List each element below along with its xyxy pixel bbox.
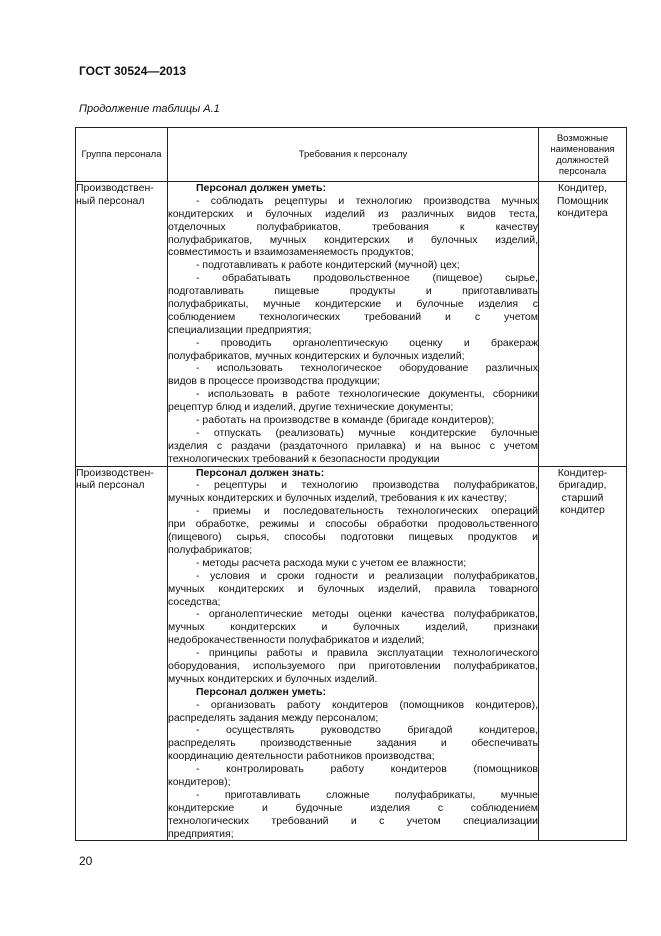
table-row: [76, 182, 627, 467]
requirement-line: - соблюдать рецептуры и технологию производства мучных: [196, 194, 538, 207]
requirement-line: - подготавливать к работе кондитерский (мучной) цех;: [196, 259, 460, 272]
table-caption: Продолжение таблицы А.1: [79, 103, 220, 115]
personnel-group-cell: Производствен-ный персонал: [76, 466, 168, 841]
requirement-line: - условия и сроки годности и реализации полуфабрикатов,: [196, 569, 538, 582]
requirement-line: оборудования, используемого при приготовлении полуфабрикатов,: [168, 659, 538, 672]
requirement-line: (пищевого) сырья, способы подготовки пищевых продуктов и: [168, 531, 538, 544]
page-number: 20: [79, 854, 93, 868]
requirement-line: Персонал должен знать:: [196, 466, 325, 479]
requirement-line: при обработке, режимы и способы обработки продовольственного: [168, 518, 538, 531]
personnel-group-cell: Производствен-ный персонал: [76, 182, 168, 467]
requirement-line: - контролировать работу кондитеров (помощников: [196, 763, 538, 776]
requirement-line: мучных кондитерских и булочных изделий, правила товарного: [168, 582, 538, 595]
requirement-line: мучных кондитерских и булочных изделий, требования к их качеству;: [168, 492, 507, 505]
requirement-line: изделия с раздачи (раздаточного прилавка) и на вынос с учетом: [168, 439, 538, 452]
requirement-line: распределять задания между персоналом;: [168, 711, 379, 724]
requirement-line: отделочных полуфабрикатов, требования к качеству: [168, 220, 538, 233]
requirement-line: технологических требований к безопасности продукции: [168, 452, 440, 465]
requirement-line: специализации предприятия;: [168, 323, 312, 336]
requirement-line: кондитерские и будочные изделия с соблюдением: [168, 801, 538, 814]
job-titles-cell: Кондитер-бригадир, старший кондитер: [539, 466, 627, 841]
requirement-line: - осуществлять руководство бригадой кондитеров,: [196, 724, 538, 737]
requirement-line: - проводить органолептическую оценку и бракераж: [196, 336, 538, 349]
requirement-line: кондитеров);: [168, 775, 231, 788]
requirement-line: - использовать технологическое оборудование различных: [196, 362, 538, 375]
requirement-line: - рецептуры и технологию производства полуфабрикатов,: [196, 479, 538, 492]
requirement-line: - организовать работу кондитеров (помощников кондитеров),: [196, 698, 538, 711]
requirement-line: - принципы работы и правила эксплуатации технологического: [196, 647, 538, 660]
requirement-line: мучных кондитерских и булочных изделий, признаки: [168, 621, 538, 634]
document-code: ГОСТ 30524—2013: [79, 64, 187, 78]
requirement-line: распределять производственные задания и обеспечивать: [168, 737, 538, 750]
requirement-line: кондитерских и булочных изделий из различных видов теста,: [168, 207, 538, 220]
requirement-line: технологических требований и с учетом специализации: [168, 814, 538, 827]
job-titles-cell: Кондитер, Помощник кондитера: [539, 182, 627, 467]
requirement-line: Персонал должен уметь:: [196, 685, 326, 698]
requirements-table: [75, 127, 627, 841]
requirement-line: полуфабрикаты, мучные кондитерские и булочные изделия с: [168, 298, 538, 311]
requirement-line: видов в процессе производства продукции;: [168, 375, 381, 388]
requirement-line: недоброкачественности полуфабрикатов и изделий;: [168, 634, 425, 647]
requirements-cell: [168, 182, 539, 467]
column-header-requirements: Требования к персоналу: [168, 128, 539, 182]
requirement-line: полуфабрикатов, мучных кондитерских и булочных изделий;: [168, 349, 465, 362]
requirement-line: предприятия;: [168, 827, 234, 840]
requirement-line: мучных кондитерских и булочных изделий.: [168, 672, 378, 685]
requirement-line: - обрабатывать продовольственное (пищевое) сырье,: [196, 272, 538, 285]
table-row: [76, 466, 627, 841]
requirement-line: - отпускать (реализовать) мучные кондитерские булочные: [196, 426, 538, 439]
requirement-line: соблюдением технологических требований и с учетом: [168, 310, 538, 323]
requirement-line: Персонал должен уметь:: [196, 182, 326, 194]
column-header-job-titles: Возможные наименования должностей персонала: [539, 128, 627, 182]
column-header-group: Группа персонала: [76, 128, 168, 182]
requirements-cell: [168, 466, 539, 841]
requirement-line: полуфабрикатов, мучных кондитерских и булочных изделий,: [168, 233, 538, 246]
requirement-line: - методы расчета расхода муки с учетом ее влажности;: [196, 556, 467, 569]
requirement-line: - приготавливать сложные полуфабрикаты, мучные: [196, 788, 538, 801]
requirement-line: - приемы и последовательность технологических операций: [196, 505, 538, 518]
requirement-line: координацию деятельности работников производства;: [168, 750, 435, 763]
requirement-line: полуфабрикатов;: [168, 543, 253, 556]
requirement-line: совместимость и взаимозаменяемость продуктов;: [168, 246, 414, 259]
requirement-line: - органолептические методы оценки качества полуфабрикатов,: [196, 608, 538, 621]
requirement-line: - работать на производстве в команде (бригаде кондитеров);: [196, 414, 495, 427]
requirement-line: - использовать в работе технологические документы, сборники: [196, 388, 538, 401]
requirement-line: соседства;: [168, 595, 221, 608]
requirement-line: подготавливать пищевые продукты и приготавливать: [168, 285, 538, 298]
requirement-line: рецептур блюд и изделий, другие технические документы;: [168, 401, 454, 414]
table-header-row: [76, 128, 627, 182]
